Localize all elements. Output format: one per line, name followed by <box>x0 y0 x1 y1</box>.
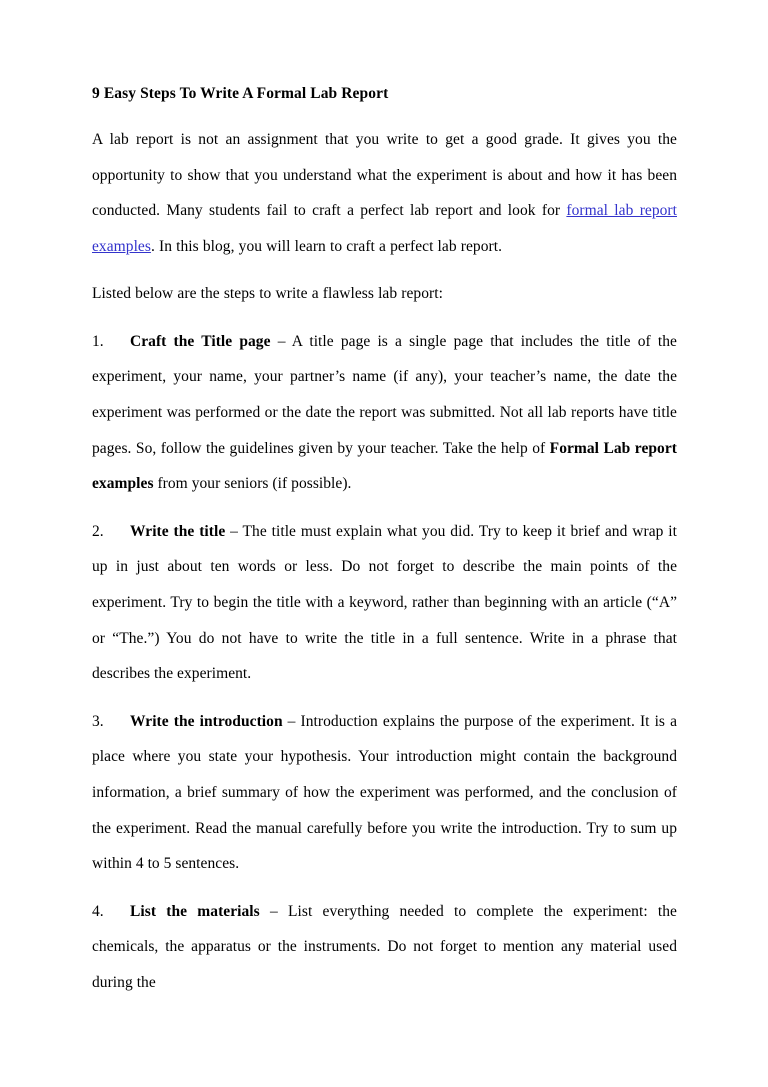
lead-in-paragraph: Listed below are the steps to write a flawless lab report: <box>92 285 443 303</box>
list-item-dash: – <box>259 902 288 920</box>
list-item-dash: – <box>225 522 243 540</box>
list-item-body-tail: from your seniors (if possible). <box>153 475 352 493</box>
list-item-dash: – <box>282 712 301 730</box>
intro-paragraph <box>92 122 677 264</box>
list-item-number: 2. <box>92 522 104 540</box>
list-item-heading: Craft the Title page <box>130 332 271 350</box>
formal-lab-report-examples-link[interactable]: formal lab report examples <box>92 202 677 255</box>
page-title: 9 Easy Steps To Write A Formal Lab Report <box>92 85 389 102</box>
list-item-body-emphasis: Formal Lab report examples <box>92 439 677 493</box>
list-item-heading: Write the title <box>130 522 226 540</box>
list-item <box>92 894 677 1001</box>
intro-text-before-link: A lab report is not an assignment that you write to get a good grade. It gives you the opportunity to show that you understand what the experiment is about and how it has been conducted. Many students fail to craft a perfect lab report and look for <box>92 130 677 220</box>
list-item-heading: List the materials <box>130 902 260 920</box>
list-item-heading: Write the introduction <box>130 712 283 730</box>
intro-text-after-link: . In this blog, you will learn to craft a perfect lab report. <box>150 237 503 255</box>
list-item-dash: – <box>270 332 292 350</box>
list-item-number: 1. <box>92 332 104 350</box>
list-item-number: 3. <box>92 712 104 730</box>
list-item-number: 4. <box>92 902 104 920</box>
list-item <box>92 324 677 502</box>
list-item <box>92 704 677 882</box>
list-item-body: The title must explain what you did. Try to keep it brief and wrap it up in just about ten words or less. Do not forget to describe the main points of the experiment. Try to begin the title with a keyword, rather than beginning with an article (“A” or “The.”) You do not have to write the title in a full sentence. Write in a phrase that describes the experiment. <box>92 522 677 683</box>
list-item-body: List everything needed to complete the experiment: the chemicals, the apparatus or the instruments. Do not forget to mention any material used during the <box>92 902 677 991</box>
list-item-body: A title page is a single page that includes the title of the experiment, your name, your partner’s name (if any), your teacher’s name, the date the experiment was performed or the date the report was submitted. Not all lab reports have title pages. So, follow the guidelines given by your teacher. Take the help of <box>92 332 677 457</box>
list-item <box>92 514 677 692</box>
list-item-body: Introduction explains the purpose of the experiment. It is a place where you state your hypothesis. Your introduction might contain the background information, a brief summary of how the experiment was performed, and the conclusion of the experiment. Read the manual carefully before you write the introduction. Try to sum up within 4 to 5 sentences. <box>92 712 678 873</box>
